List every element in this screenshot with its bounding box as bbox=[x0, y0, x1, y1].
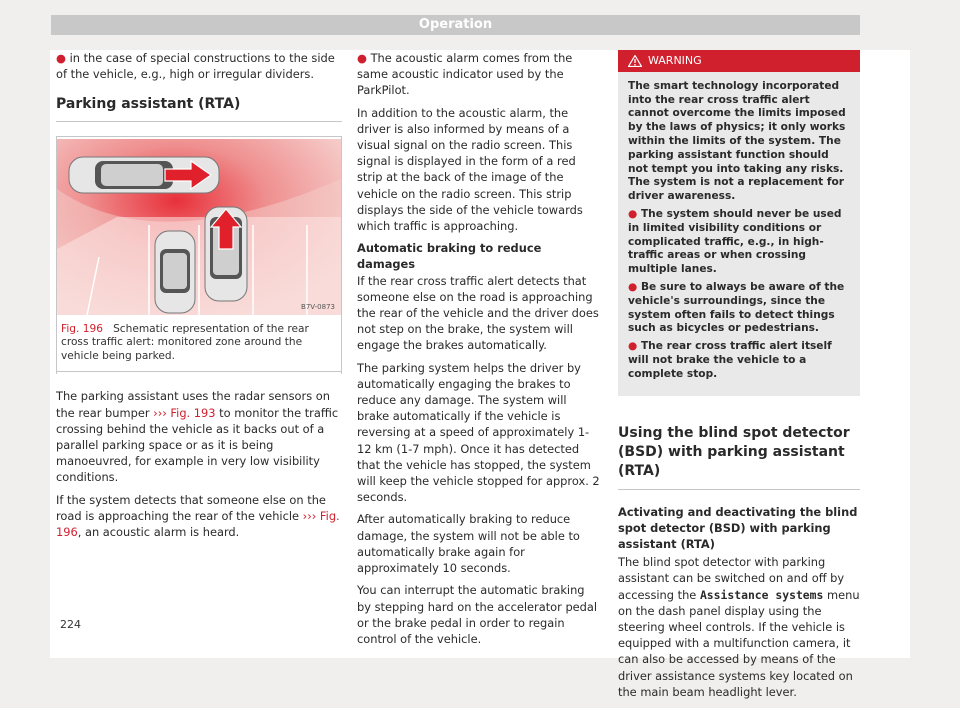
column-right bbox=[618, 50, 860, 706]
paragraph: You can interrupt the automatic braking by stepping hard on the accelerator pedal or the brake pedal in order to regain control of the vehicle. bbox=[357, 583, 598, 646]
paragraph bbox=[56, 388, 342, 485]
bullet-icon: ● bbox=[56, 51, 66, 65]
car-left bbox=[155, 231, 195, 313]
column-left bbox=[56, 50, 342, 546]
page-number: 224 bbox=[60, 618, 81, 631]
paragraph bbox=[618, 554, 860, 700]
paragraph-text: If the system detects that someone else on the road is approaching the rear of the vehicle bbox=[56, 492, 326, 523]
warning-item-text: Be sure to always be aware of the vehicle's surroundings, since the system often fails to detect things such as bicycles or pedestrians. bbox=[628, 280, 845, 335]
paragraph bbox=[56, 492, 342, 541]
column-middle bbox=[357, 50, 601, 653]
figure-196 bbox=[56, 136, 342, 375]
paragraph-text: menu on the dash panel display using the steering wheel controls. If the vehicle is equipped with a multifunction camera, it can also be accessed by means of the driver assistance systems key located on the main beam headlight lever. bbox=[618, 587, 860, 699]
paragraph-text: to monitor the traffic crossing behind the vehicle as it backs out of a parallel parking space or as it is being manoeuvred, for example in very low visibility conditions. bbox=[56, 405, 339, 485]
warning-item bbox=[628, 208, 850, 277]
warning-body bbox=[618, 72, 860, 396]
section-title-bsd: Using the blind spot detector (BSD) with parking assistant (RTA) bbox=[618, 424, 860, 490]
section-title-rta: Parking assistant (RTA) bbox=[56, 96, 342, 121]
bullet-icon: ● bbox=[628, 280, 638, 293]
paragraph-text: The blind spot detector with parking assistant can be switched on and off by accessing the bbox=[618, 555, 845, 602]
figure-caption-text: Schematic representation of the rear cross traffic alert: monitored zone around the vehicle being parked. bbox=[61, 322, 309, 362]
bullet-icon: ● bbox=[628, 207, 638, 220]
paragraph: If the rear cross traffic alert detects that someone else on the road is approaching the rear of the vehicle and the driver does not step on the brake, the system will engage the brakes automatically. bbox=[357, 273, 599, 353]
warning-intro: The smart technology incorporated into the rear cross traffic alert cannot overcome the limits imposed by the laws of physics; it only works within the limits of the system. The parking assistant function should not tempt you into taking any risks. The system is not a replacement for driver awareness. bbox=[628, 79, 846, 203]
image-code: B7V-0873 bbox=[301, 302, 335, 311]
warning-item-text: The system should never be used in limited visibility conditions or complicated traffic, e.g., in high-traffic areas or when crossing multiple lanes. bbox=[628, 207, 842, 276]
rta-diagram bbox=[57, 139, 341, 315]
bullet-icon: ● bbox=[628, 340, 638, 353]
bullet-icon: ● bbox=[357, 51, 367, 65]
bullet-item bbox=[357, 50, 601, 99]
figure-caption bbox=[57, 319, 341, 373]
bullet-text: in the case of special constructions to the side of the vehicle, e.g., high or irregular dividers. bbox=[56, 51, 335, 82]
subheading: Automatic braking to reduce damages bbox=[357, 241, 542, 272]
figure-label: Fig. 196 bbox=[61, 322, 103, 335]
paragraph-text: , an acoustic alarm is heard. bbox=[77, 524, 240, 539]
bullet-text: The acoustic alarm comes from the same acoustic indicator used by the ParkPilot. bbox=[357, 51, 573, 98]
paragraph: After automatically braking to reduce damage, the system will not be able to automatically brake again for approximately 10 seconds. bbox=[357, 512, 580, 576]
car-parking bbox=[205, 207, 247, 301]
figure-link[interactable]: ››› Fig. 193 bbox=[153, 405, 216, 420]
paragraph: In addition to the acoustic alarm, the driver is also informed by means of a visual signal on the radio screen. This signal is displayed in the form of a red strip at the back of the image of the vehicle on the radio screen. This strip displays the side of the vehicle towards which traffic is approaching. bbox=[357, 105, 583, 234]
paragraph: The parking system helps the driver by automatically engaging the brakes to reduce any damage. The system will brake automatically if the vehicle is reversing at a speed of approximately 1-12 km (1-7 mph). Once it has detected that the vehicle has stopped, the system will keep the vehicle stopped for approx. 2 seconds. bbox=[357, 360, 600, 505]
warning-header bbox=[618, 50, 860, 72]
bullet-item bbox=[56, 50, 342, 82]
paragraph-text: The parking assistant uses the radar sensors on the rear bumper bbox=[56, 389, 330, 420]
car-top bbox=[69, 157, 219, 193]
subheading: Activating and deactivating the blind spot detector (BSD) with parking assistant (RTA) bbox=[618, 504, 858, 551]
warning-item-text: The rear cross traffic alert itself will not brake the vehicle to a complete stop. bbox=[628, 340, 832, 380]
menu-name: Assistance systems bbox=[699, 587, 824, 602]
figure-link[interactable]: ››› Fig. 196 bbox=[56, 508, 340, 539]
warning-title: WARNING bbox=[648, 54, 702, 67]
warning-box bbox=[618, 50, 860, 396]
page-header: Operation bbox=[51, 15, 860, 35]
warning-triangle-icon bbox=[628, 55, 642, 67]
warning-item bbox=[628, 281, 850, 336]
warning-item bbox=[628, 340, 850, 381]
